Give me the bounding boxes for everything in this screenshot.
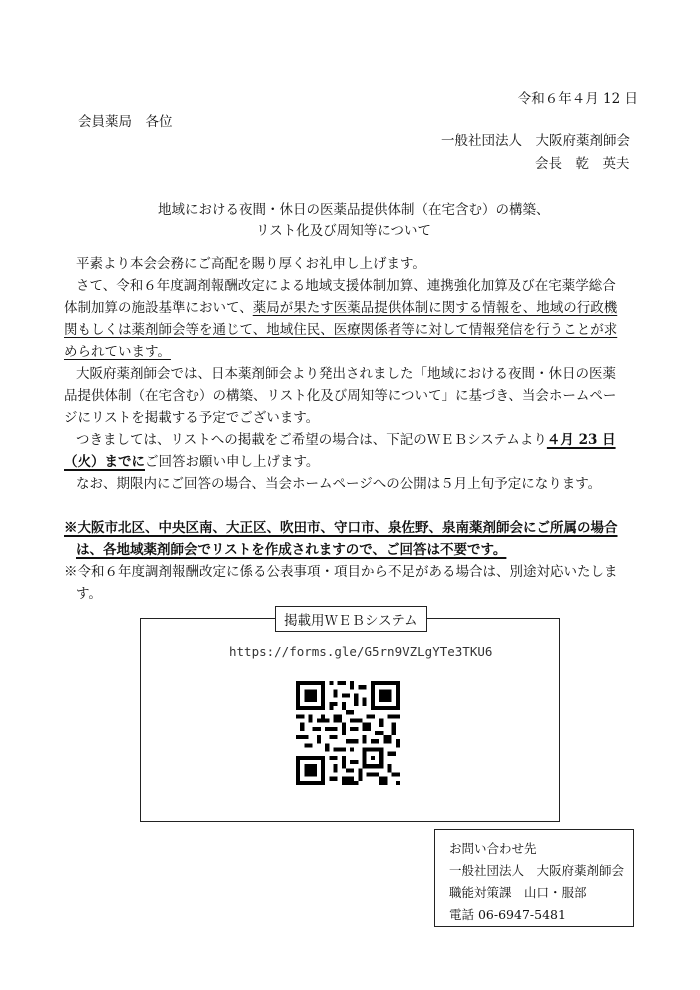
note-1-line2: は、各地域薬剤師会でリストを作成されますので、ご回答は不要です。 xyxy=(76,542,507,558)
contact-heading: お問い合わせ先 xyxy=(449,841,537,856)
document-title-line2: リスト化及び周知等について xyxy=(256,223,431,239)
body-text: 体制加算の施設基準において、 xyxy=(64,300,253,316)
contact-box xyxy=(434,829,634,927)
web-system-label: 掲載用ＷＥＢシステム xyxy=(275,606,427,632)
body-text: つきましては、リストへの掲載をご希望の場合は、下記のＷＥＢシステムより xyxy=(76,432,547,448)
contact-department: 職能対策課 山口・服部 xyxy=(449,885,587,900)
body-paragraph-2-line3: 関もしくは薬剤師会等を通じて、地域住民、医療関係者等に対して情報発信を行うことが求 xyxy=(64,322,618,338)
body-paragraph-4-line1 xyxy=(76,429,616,451)
body-text: ご回答お願い申し上げます。 xyxy=(145,454,320,470)
body-paragraph-2-line4: められています。 xyxy=(64,344,171,360)
deadline-date: ４月 23 日 xyxy=(546,432,616,448)
note-2-line1: ※令和６年度調剤報酬改定に係る公表事項・項目から不足がある場合は、別途対応いたしま xyxy=(64,564,618,580)
note-1-line1: ※大阪市北区、中央区南、大正区、吹田市、守口市、泉佐野、泉南薬剤師会にご所属の場合 xyxy=(64,520,618,536)
body-paragraph-4-line2 xyxy=(64,451,319,473)
addressee: 会員薬局 各位 xyxy=(78,114,173,130)
body-paragraph-2-line2 xyxy=(64,297,617,319)
body-paragraph-3-line1: 大阪府薬剤師会では、日本薬剤師会より発出されました「地域における夜間・休日の医薬 xyxy=(76,366,616,382)
body-paragraph-3-line3: ジにリストを掲載する予定でございます。 xyxy=(64,410,320,426)
document-date: 令和６年４月 12 日 xyxy=(517,91,638,107)
body-paragraph-2-line1: さて、令和６年度調剤報酬改定による地域支援体制加算、連携強化加算及び在宅薬学総合 xyxy=(76,278,616,294)
qr-code-icon[interactable] xyxy=(296,681,400,785)
sender-president: 会長 乾 英夫 xyxy=(535,156,630,172)
document-title-line1: 地域における夜間・休日の医薬品提供体制（在宅含む）の構築、 xyxy=(158,202,550,218)
note-2-line2: す。 xyxy=(76,586,102,602)
body-paragraph-3-line2: 品提供体制（在宅含む）の構築、リスト化及び周知等について」に基づき、当会ホームペー xyxy=(64,388,617,404)
underlined-text: 薬局が果たす医薬品提供体制に関する情報を、地域の行政機 xyxy=(252,300,618,316)
contact-organization: 一般社団法人 大阪府薬剤師会 xyxy=(449,863,625,878)
web-system-url[interactable]: https://forms.gle/G5rn9VZLgYTe3TKU6 xyxy=(229,644,493,659)
body-paragraph-greeting: 平素より本会会務にご高配を賜り厚くお礼申し上げます。 xyxy=(76,256,426,272)
deadline-weekday: （火）までに xyxy=(64,454,145,470)
body-paragraph-5: なお、期限内にご回答の場合、当会ホームページへの公開は５月上旬予定になります。 xyxy=(76,476,602,492)
sender-organization: 一般社団法人 大阪府薬剤師会 xyxy=(441,133,630,149)
contact-phone: 電話 06-6947-5481 xyxy=(449,907,566,922)
